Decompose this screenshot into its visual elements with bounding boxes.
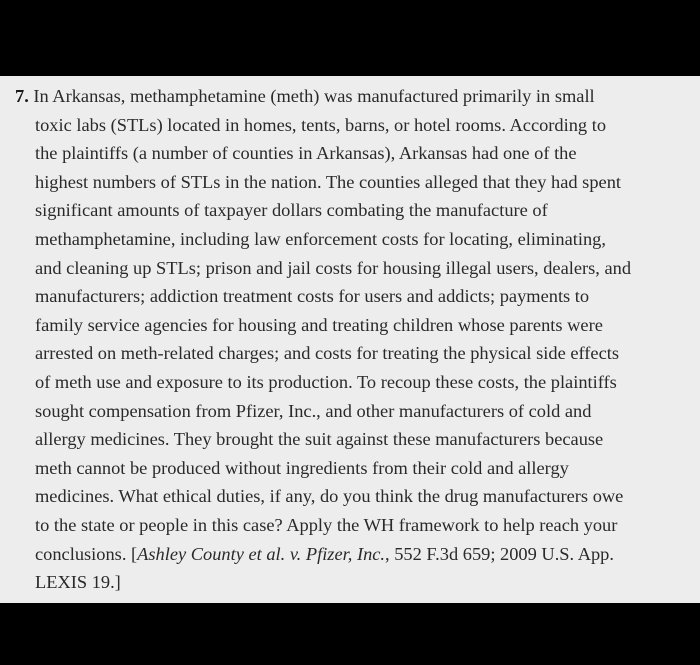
text-line-9: family service agencies for housing and treating children whose parents were bbox=[35, 314, 603, 335]
bottom-black-bar bbox=[0, 603, 700, 665]
text-line-16: to the state or people in this case? Apply the WH framework to help reach your bbox=[35, 514, 618, 535]
text-line-17: conclusions. [Ashley County et al. v. Pfizer, Inc., 552 F.3d 659; 2009 U.S. App. bbox=[35, 543, 614, 564]
text-line-8: manufacturers; addiction treatment costs for users and addicts; payments to bbox=[35, 286, 590, 307]
text-line-4: highest numbers of STLs in the nation. The counties alleged that they had spent bbox=[35, 171, 621, 192]
text-line-13: allergy medicines. They brought the suit against these manufacturers because bbox=[35, 429, 604, 450]
text-line-7: and cleaning up STLs; prison and jail costs for housing illegal users, dealers, and bbox=[35, 257, 632, 278]
text-line-10: arrested on meth-related charges; and costs for treating the physical side effects bbox=[35, 343, 620, 364]
text-line-5: significant amounts of taxpayer dollars combating the manufacture of bbox=[35, 200, 548, 221]
text-line-3: the plaintiffs (a number of counties in Arkansas), Arkansas had one of the bbox=[35, 143, 577, 164]
text-line-15: medicines. What ethical duties, if any, do you think the drug manufacturers owe bbox=[35, 486, 624, 507]
text-line-18: LEXIS 19.] bbox=[35, 572, 121, 593]
top-black-bar bbox=[0, 0, 700, 76]
text-line-1: 7. In Arkansas, methamphetamine (meth) was manufactured primarily in small bbox=[15, 86, 595, 106]
case-citation: Ashley County et al. v. Pfizer, Inc. bbox=[137, 543, 386, 564]
problem-number: 7. bbox=[15, 86, 29, 106]
problem-7 bbox=[15, 82, 680, 597]
text-line-6: methamphetamine, including law enforcement costs for locating, eliminating, bbox=[35, 228, 606, 249]
text-line-11: of meth use and exposure to its production. To recoup these costs, the plaintiffs bbox=[35, 371, 617, 392]
text-line-2: toxic labs (STLs) located in homes, tents, barns, or hotel rooms. According to bbox=[35, 114, 607, 135]
text-line-14: meth cannot be produced without ingredients from their cold and allergy bbox=[35, 457, 569, 478]
document-page bbox=[0, 76, 700, 603]
text-line-12: sought compensation from Pfizer, Inc., and other manufacturers of cold and bbox=[35, 400, 592, 421]
